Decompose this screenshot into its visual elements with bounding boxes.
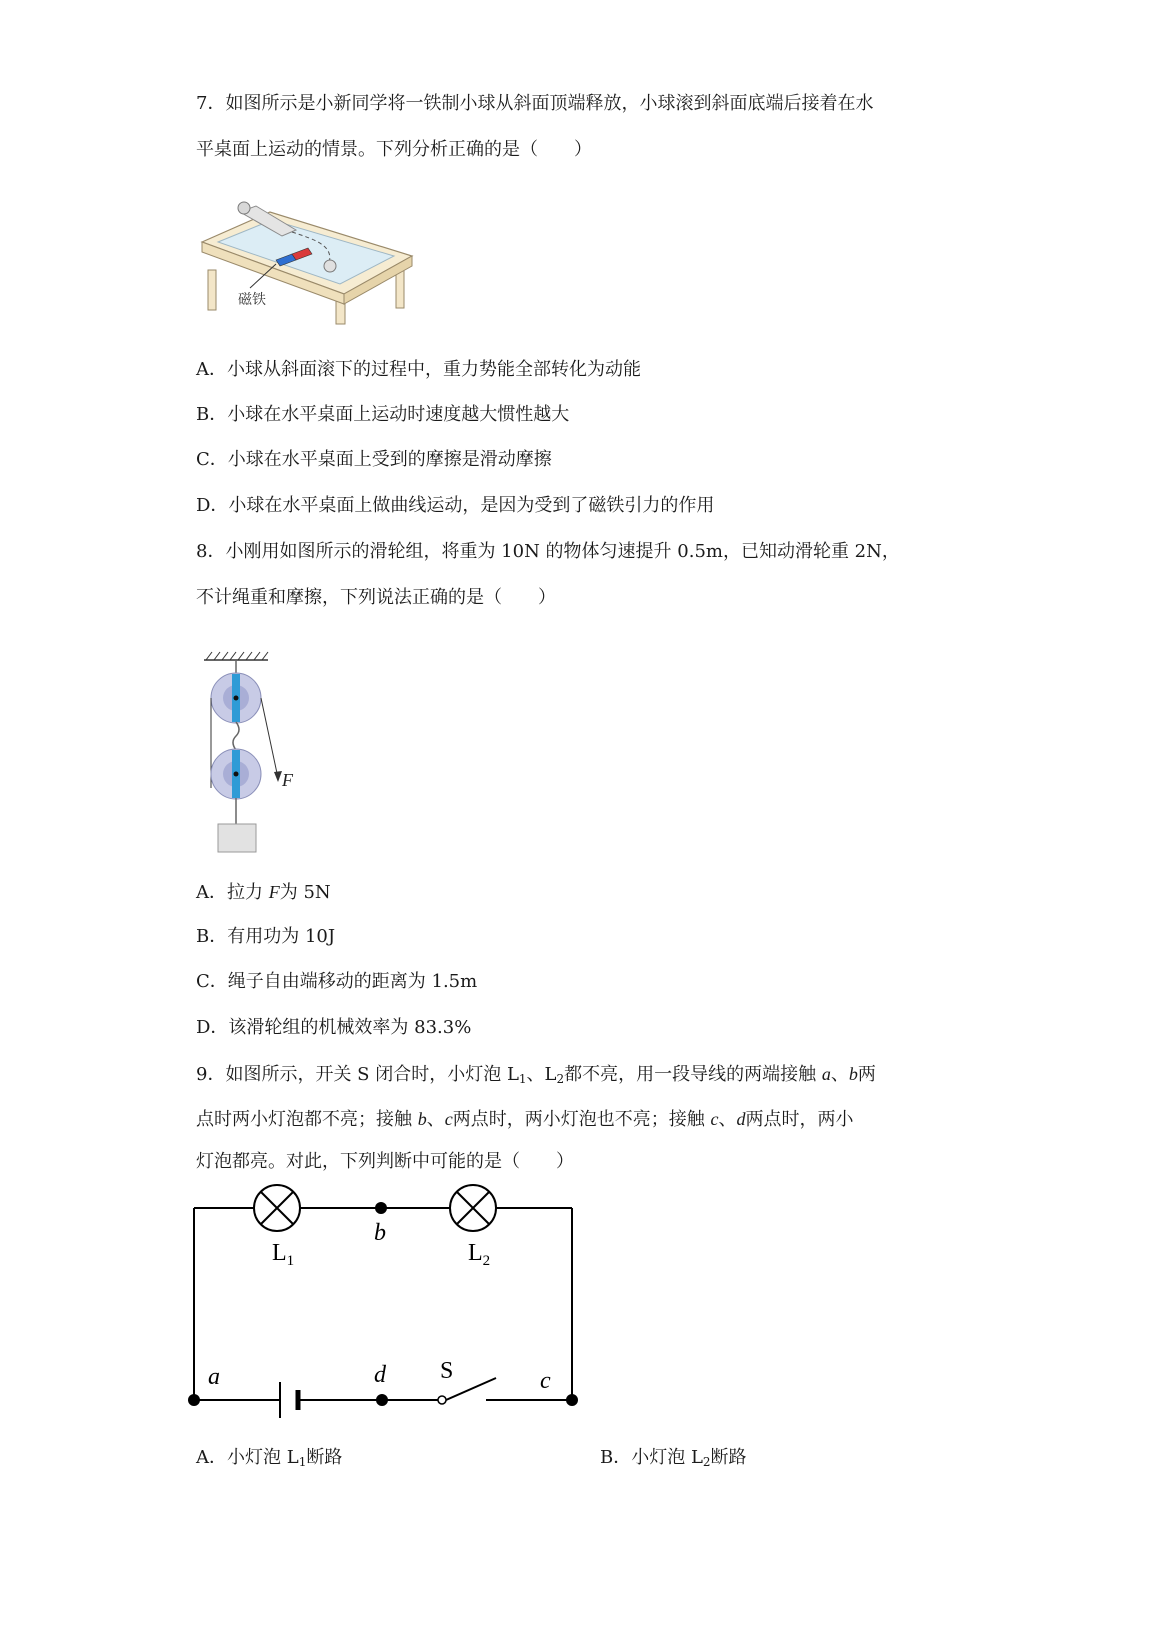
q9-option-a [196, 1446, 342, 1470]
node-c-label: c [540, 1368, 551, 1394]
q9-var: c [444, 1109, 453, 1129]
q9-var: c [710, 1109, 719, 1129]
q9-option-b-text: B．小灯泡 L [600, 1447, 703, 1468]
q8-option-b: B．有用功为 10J [196, 926, 336, 947]
q9-option-a-sub: 1 [298, 1455, 307, 1469]
q9-text: 、 [718, 1109, 737, 1130]
force-label-f: F [282, 770, 293, 790]
q9-var: d [736, 1109, 746, 1129]
q9-text: 两点时，两小灯泡也不亮；接触 [452, 1109, 711, 1130]
q8-stem-line2: 不计绳重和摩擦，下列说法正确的是（ ） [196, 587, 556, 608]
switch-s-label: S [440, 1358, 454, 1384]
q9-text: 两点时，两小 [745, 1109, 854, 1130]
q9-text: 9．如图所示，开关 S 闭合时，小灯泡 L [196, 1064, 519, 1085]
q8-option-a-text: A．拉力 [196, 882, 269, 903]
q9-stem-line1 [196, 1062, 876, 1087]
q8-option-a-value: 为 5N [279, 882, 331, 903]
node-d-label: d [374, 1362, 386, 1388]
q9-figure-circuit [186, 1178, 606, 1428]
q7-option-d: D．小球在水平桌面上做曲线运动，是因为受到了磁铁引力的作用 [196, 495, 715, 516]
q7-option-c: C．小球在水平桌面上受到的摩擦是滑动摩擦 [196, 449, 552, 470]
q9-option-b-text-end: 断路 [710, 1447, 747, 1468]
lamp-l2-label: $L_2$ [468, 1240, 491, 1269]
q9-var: a [821, 1064, 831, 1084]
q8-stem-line1: 8．小刚用如图所示的滑轮组，将重为 10N 的物体匀速提升 0.5m，已知动滑轮重 2N， [196, 541, 900, 562]
q9-text: 、 [830, 1064, 849, 1085]
q9-sub: 2 [556, 1072, 565, 1086]
q9-stem-line2 [196, 1107, 853, 1132]
q7-figure-table-with-magnet [196, 196, 432, 336]
q7-option-b: B．小球在水平桌面上运动时速度越大惯性越大 [196, 404, 570, 425]
q8-option-a-variable: F [268, 882, 280, 902]
node-b-label: b [374, 1220, 386, 1246]
node-a-label: a [208, 1364, 220, 1390]
q9-text: 、 [426, 1109, 445, 1130]
q7-option-a: A．小球从斜面滚下的过程中，重力势能全部转化为动能 [196, 359, 641, 380]
q7-stem-line1: 7．如图所示是小新同学将一铁制小球从斜面顶端释放，小球滚到斜面底端后接着在水 [196, 93, 874, 114]
q9-text: 、L [526, 1064, 557, 1085]
q8-figure-pulley-system [196, 648, 316, 884]
lamp-l1-label: $L_1$ [272, 1240, 295, 1269]
q8-option-d: D．该滑轮组的机械效率为 83.3% [196, 1017, 472, 1038]
q9-var: b [417, 1109, 427, 1129]
q7-stem-line2: 平桌面上运动的情景。下列分析正确的是（ ） [196, 139, 592, 160]
q9-sub: 1 [518, 1072, 527, 1086]
q8-option-c: C．绳子自由端移动的距离为 1.5m [196, 971, 478, 992]
q9-text: 都不亮，用一段导线的两端接触 [564, 1064, 822, 1085]
q9-text: 两 [857, 1064, 876, 1085]
q9-option-a-text: A．小灯泡 L [196, 1447, 299, 1468]
q9-var: b [848, 1064, 858, 1084]
q9-text: 点时两小灯泡都不亮；接触 [196, 1109, 418, 1130]
magnet-label: 磁铁 [238, 293, 266, 308]
q9-option-b [600, 1446, 747, 1470]
q8-option-a [196, 880, 331, 905]
q9-stem-line3: 灯泡都亮。对此，下列判断中可能的是（ ） [196, 1151, 574, 1172]
q9-option-b-sub: 2 [702, 1455, 711, 1469]
q9-option-a-text-end: 断路 [306, 1447, 343, 1468]
